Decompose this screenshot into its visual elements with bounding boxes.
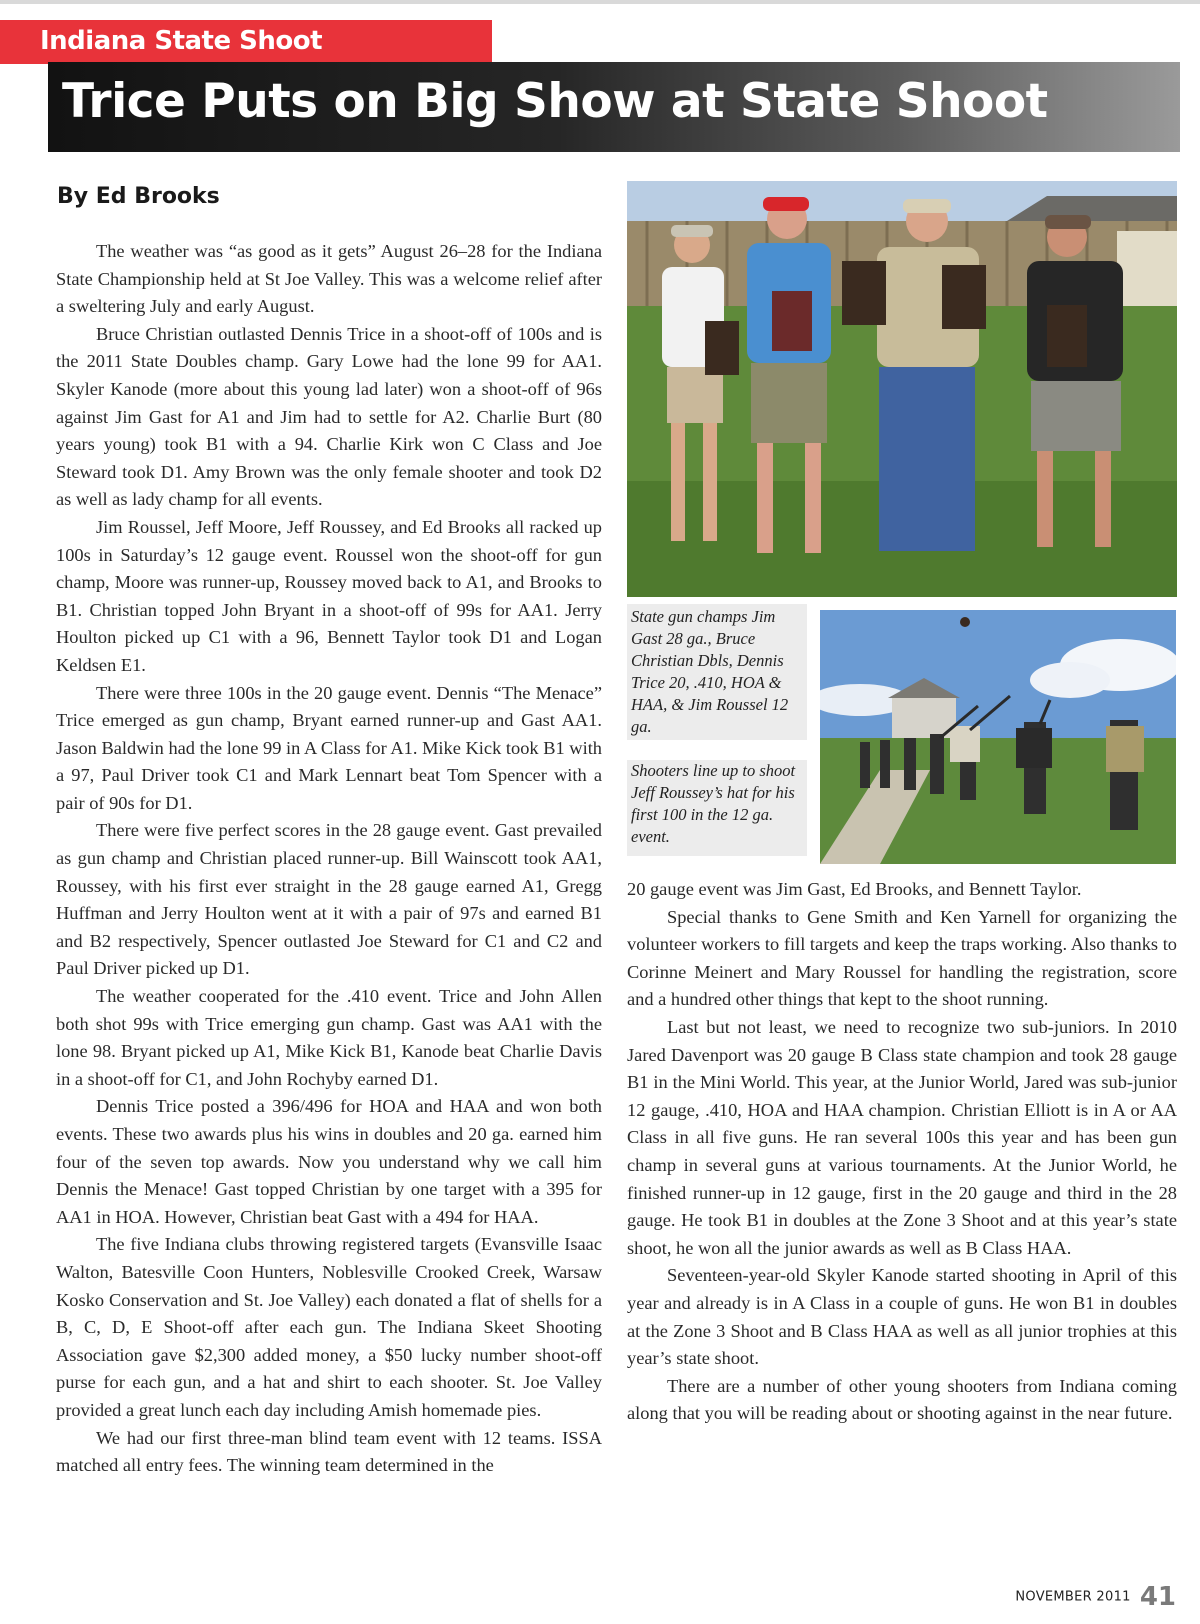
headline-bar bbox=[48, 62, 1180, 152]
champions-photo-illustration bbox=[627, 181, 1177, 597]
shooters-photo-illustration bbox=[820, 610, 1176, 864]
paragraph: Seventeen-year-old Skyler Kanode started shooting in April of this year and already is in A Class in a couple of guns. He won B1 in doubles at the Zone 3 Shoot and B Class HAA as well as all junior trophies at this year’s state shoot. bbox=[627, 1265, 1177, 1369]
byline: By Ed Brooks bbox=[57, 184, 220, 209]
paragraph: There were five perfect scores in the 28 gauge event. Gast prevailed as gun champ and Christian placed runner-up. Bill Wainscott took AA1, Roussey, with his first ever straight in the 28 gauge earned A1, Gregg Huffman and Jerry Houlton went at it with a pair of 97s and earned B1 and B2 respectively, Spencer outlasted Joe Steward for C1 and C2 and Paul Driver picked up D1. bbox=[56, 820, 602, 979]
paragraph: 20 gauge event was Jim Gast, Ed Brooks, and Bennett Taylor. bbox=[627, 879, 1082, 899]
page-footer bbox=[1015, 1582, 1176, 1612]
paragraph: We had our first three-man blind team event with 12 teams. ISSA matched all entry fees. The winning team determined in the bbox=[56, 1427, 602, 1476]
paragraph: Dennis Trice posted a 396/496 for HOA and HAA and won both events. These two awards plus his wins in doubles and 20 ga. earned him four of the seven top awards. Now you understand why we call him Dennis the Menace! Gast topped Christian by one target with a 395 for AA1 in HOA. However, Christian beat Gast with a 494 for HAA. bbox=[56, 1096, 602, 1227]
shooters-caption bbox=[627, 760, 807, 856]
champions-caption bbox=[627, 604, 807, 740]
page-number: 41 bbox=[1139, 1582, 1176, 1612]
paragraph: There are a number of other young shooters from Indiana coming along that you will be reading about or shooting against in the near future. bbox=[627, 1375, 1177, 1424]
section-tag-label: Indiana State Shoot bbox=[40, 26, 323, 56]
left-column bbox=[56, 238, 602, 1480]
paragraph: Last but not least, we need to recognize two sub-juniors. In 2010 Jared Davenport was 20 gauge B Class state champion and took 28 gauge B1 in the Mini World. This year, at the Junior World, Jared was sub-junior 12 gauge, .410, HOA and HAA champion. Christian Elliott is in A or AA Class in all five guns. He ran several 100s this year and has been gun champ in several guns at various tournaments. At the Junior World, he finished runner-up in 12 gauge, first in the 20 gauge and third in the 28 gauge. He took B1 in doubles at the Zone 3 Shoot and at this year’s state shoot, he won all the junior awards as well as B Class HAA. bbox=[627, 1016, 1177, 1258]
section-tag bbox=[0, 20, 492, 64]
headline: Trice Puts on Big Show at State Shoot bbox=[62, 74, 1048, 129]
right-column bbox=[627, 876, 1177, 1428]
issue-date: NOVEMBER 2011 bbox=[1015, 1589, 1131, 1605]
paragraph: Special thanks to Gene Smith and Ken Yarnell for organizing the volunteer workers to fill targets and keep the traps working. Also thanks to Corinne Meinert and Mary Roussel for handling the registration, score and a hundred other things that kept to the shoot running. bbox=[627, 906, 1177, 1010]
paragraph: The five Indiana clubs throwing registered targets (Evansville Isaac Walton, Batesville Coon Hunters, Noblesville Crooked Creek, Warsaw Kosko Conservation and St. Joe Valley) each donated a flat of shells for a B, C, D, E Shoot-off after each gun. The Indiana Skeet Shooting Association gave $2,300 added money, a $50 lucky number shoot-off purse for each gun, and a hat and shirt to each shooter. St. Joe Valley provided a great lunch each day including Amish homemade pies. bbox=[56, 1234, 602, 1420]
top-rule bbox=[0, 0, 1200, 4]
paragraph: The weather was “as good as it gets” August 26–28 for the Indiana State Championship held at St Joe Valley. This was a welcome relief after a sweltering July and early August. bbox=[56, 241, 602, 317]
paragraph: There were three 100s in the 20 gauge event. Dennis “The Menace” Trice emerged as gun champ, Bryant earned runner-up and Gast AA1. Jason Baldwin had the lone 99 in A Class for A1. Mike Kick took B1 with a 97, Paul Driver took C1 and Mark Lennart beat Tom Spencer with a pair of 90s for D1. bbox=[56, 682, 602, 813]
caption-text: Shooters line up to shoot Jeff Roussey’s hat for his first 100 in the 12 ga. event. bbox=[631, 761, 796, 846]
shooters-photo bbox=[820, 610, 1176, 864]
champions-photo bbox=[627, 181, 1177, 597]
paragraph: The weather cooperated for the .410 event. Trice and John Allen both shot 99s with Trice emerging gun champ. Gast was AA1 with the lone 98. Bryant picked up A1, Mike Kick B1, Kanode beat Charlie Davis in a shoot-off for C1, and John Rochyby earned D1. bbox=[56, 986, 602, 1089]
caption-text: State gun champs Jim Gast 28 ga., Bruce Christian Dbls, Dennis Trice 20, .410, HOA & HAA, & Jim Roussel 12 ga. bbox=[631, 607, 789, 736]
paragraph: Jim Roussel, Jeff Moore, Jeff Roussey, and Ed Brooks all racked up 100s in Saturday’s 12 gauge event. Roussel won the shoot-off for gun champ, Moore was runner-up, Roussey moved back to A1, and Brooks to B1. Christian topped John Bryant in a shoot-off of 99s for AA1. Jerry Houlton picked up C1 with a 96, Bennett Taylor took D1 and Logan Keldsen E1. bbox=[56, 516, 602, 675]
paragraph: Bruce Christian outlasted Dennis Trice in a shoot-off of 100s and is the 2011 State Doubles champ. Gary Lowe had the lone 99 for AA1. Skyler Kanode (more about this young lad later) won a shoot-off of 96s against Jim Gast for A1 and Jim had to settle for A2. Charlie Burt (80 years young) took B1 with a 94. Charlie Kirk won C Class and Joe Steward took D1. Amy Brown was the only female shooter and took D2 as well as lady champ for all events. bbox=[56, 323, 602, 510]
